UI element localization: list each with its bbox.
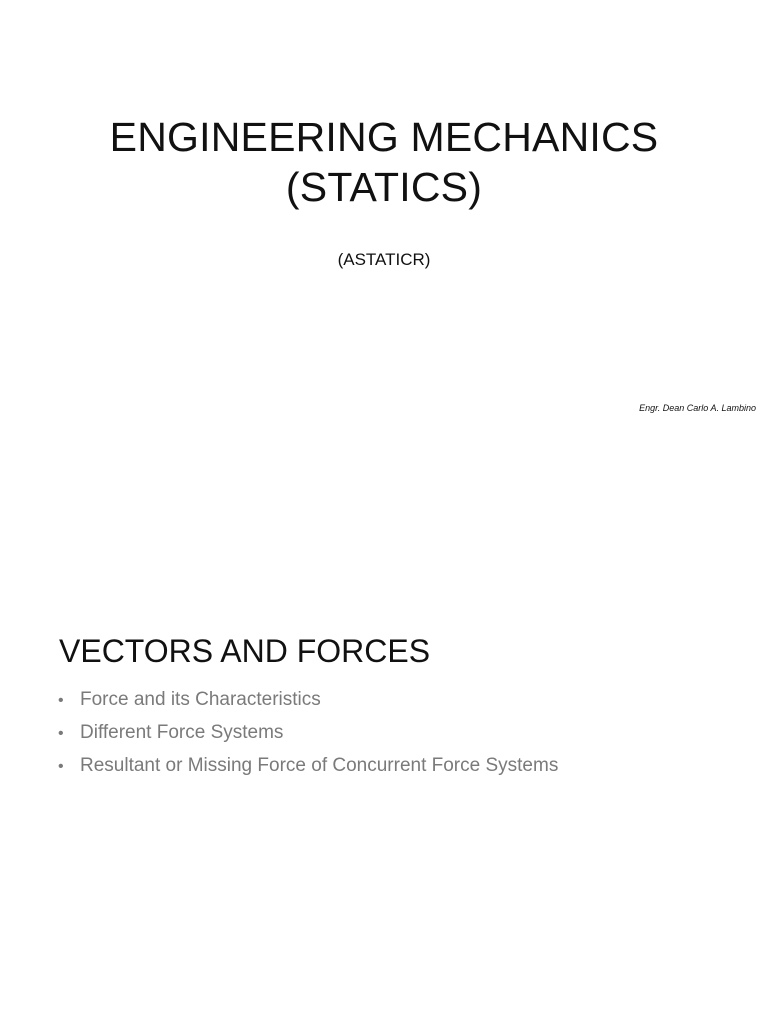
list-item	[58, 750, 558, 783]
slide-title-line-1: ENGINEERING MECHANICS	[109, 114, 659, 160]
title-slide	[0, 0, 768, 432]
content-slide	[0, 512, 768, 944]
bullet-icon: •	[58, 725, 64, 742]
list-item	[58, 717, 558, 750]
slide-title-line-2: (STATICS)	[285, 164, 483, 210]
list-item-text: Different Force Systems	[80, 722, 284, 743]
author-name: Engr. Dean Carlo A. Lambino	[639, 403, 756, 413]
slide-title	[0, 112, 768, 212]
bullet-icon: •	[58, 692, 64, 709]
list-item-text: Resultant or Missing Force of Concurrent Force Systems	[80, 755, 559, 776]
list-item-text: Force and its Characteristics	[80, 689, 321, 710]
bullet-icon: •	[58, 758, 64, 775]
bullet-list	[58, 684, 558, 783]
list-item	[58, 684, 558, 717]
course-code: (ASTATICR)	[337, 250, 431, 269]
section-title: VECTORS AND FORCES	[59, 633, 431, 669]
